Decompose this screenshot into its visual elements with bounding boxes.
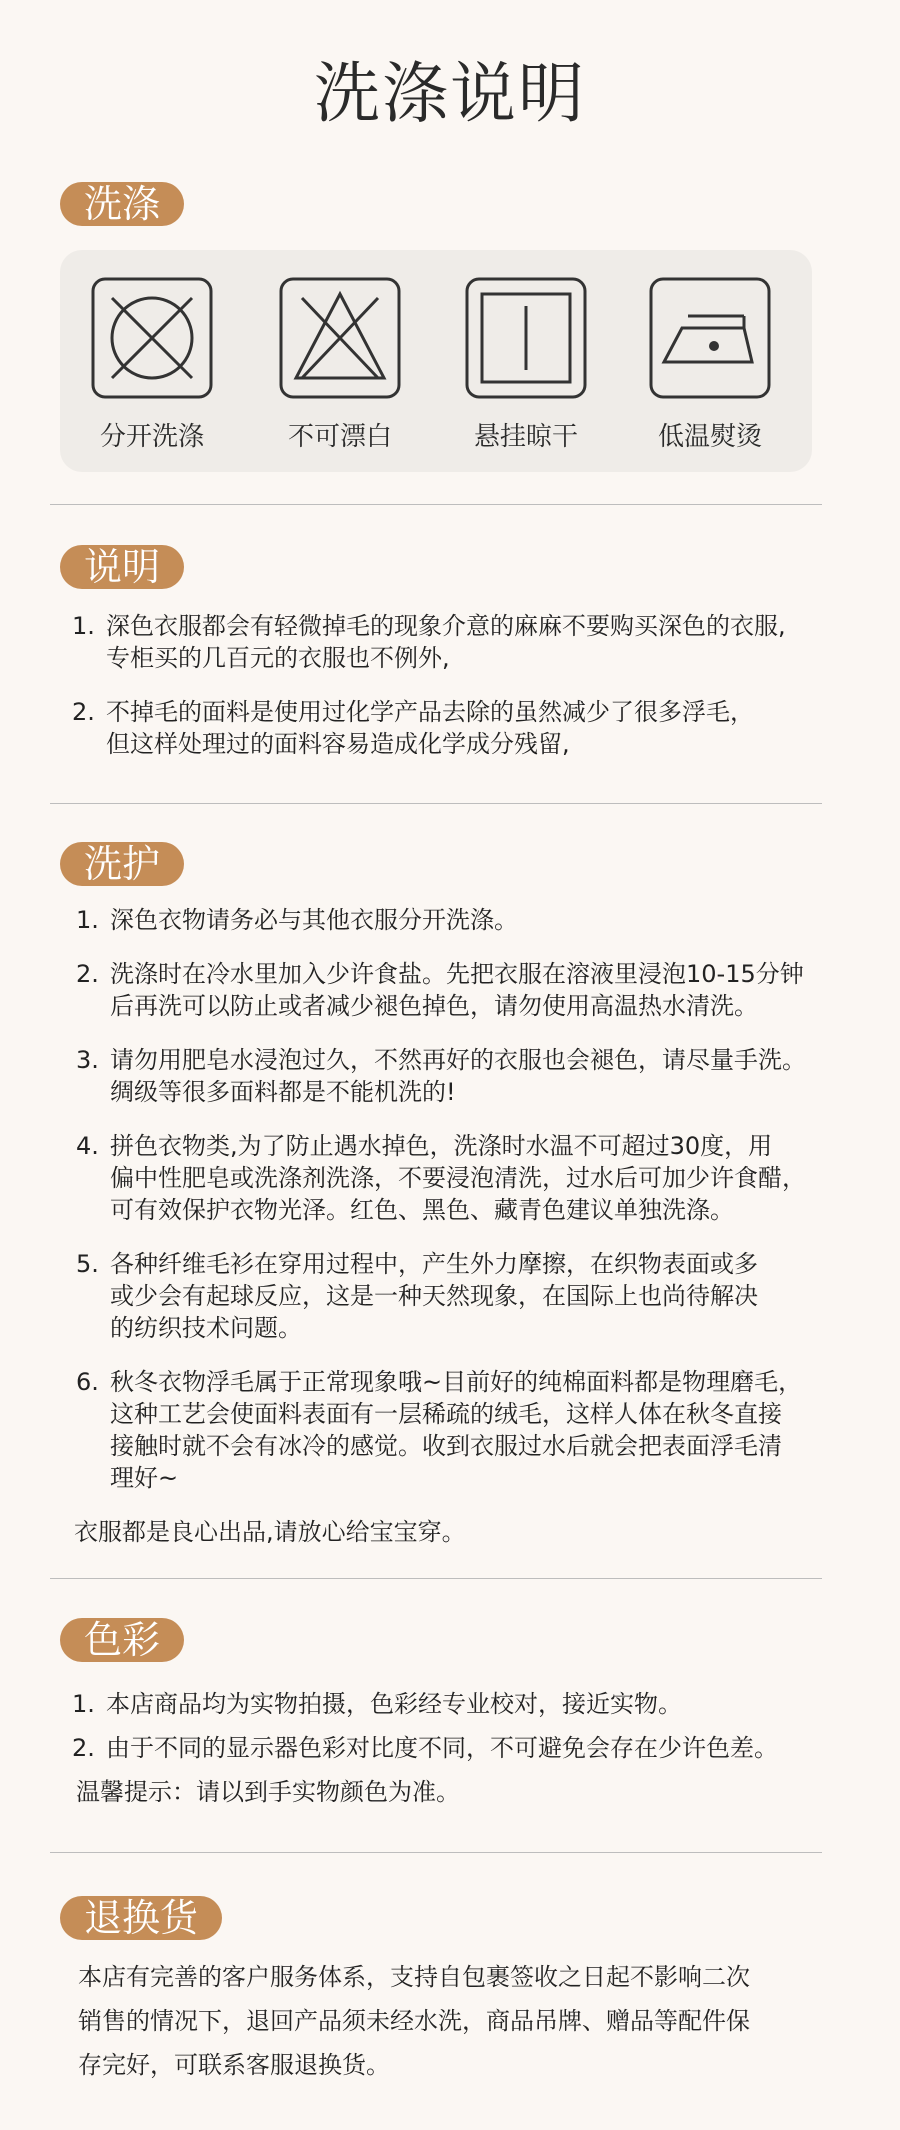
section-badge-care: 洗护: [60, 842, 184, 886]
item-text: 深色衣物请务必与其他衣服分开洗涤。: [110, 906, 518, 934]
color-list: [72, 1688, 852, 1808]
list-item: [72, 1732, 852, 1764]
item-text: 秋冬衣物浮毛属于正常现象哦~目前好的纯棉面料都是物理磨毛， 这种工艺会使面料表面有一层稀疏的绒毛，这样人体在秋冬直接 接触时就不会有冰冷的感觉。收到衣服过水后就会把表面浮毛清 理好~: [110, 1368, 803, 1492]
item-text: 深色衣服都会有轻微掉毛的现象介意的麻麻不要购买深色的衣服, 专柜买的几百元的衣服也不例外,: [106, 612, 786, 672]
item-number: 2.: [76, 960, 99, 988]
item-number: 6.: [76, 1368, 99, 1396]
wash-label-no-bleach: 不可漂白: [287, 422, 392, 452]
list-item: [72, 610, 852, 674]
wash-item-separately: [82, 276, 222, 453]
divider: [50, 803, 822, 804]
no-bleach-icon: [278, 276, 402, 400]
item-number: 1.: [72, 1690, 95, 1718]
divider: [50, 1578, 822, 1579]
returns-text: 本店有完善的客户服务体系，支持自包裹签收之日起不影响二次 销售的情况下，退回产品须未经水洗，商品吊牌、赠品等配件保 存完好，可联系客服退换货。: [78, 1963, 750, 2079]
explain-list: [72, 610, 852, 782]
wash-label-separately: 分开洗涤: [99, 422, 204, 452]
section-badge-washing: 洗涤: [60, 182, 184, 226]
wash-label-hang-dry: 悬挂晾干: [473, 422, 578, 452]
item-text: 请勿用肥皂水浸泡过久，不然再好的衣服也会褪色，请尽量手洗。 绸级等很多面料都是不能机洗的!: [110, 1046, 806, 1106]
care-list: [76, 904, 856, 1548]
item-number: 3.: [76, 1046, 99, 1074]
list-item: [76, 1366, 856, 1494]
item-number: 1.: [76, 906, 99, 934]
divider: [50, 1852, 822, 1853]
item-text: 本店商品均为实物拍摄，色彩经专业校对，接近实物。: [106, 1690, 682, 1718]
divider: [50, 504, 822, 505]
list-item: [76, 904, 856, 936]
item-text: 拼色衣物类,为了防止遇水掉色，洗涤时水温不可超过30度，用 偏中性肥皂或洗涤剂洗涤，不要浸泡清洗，过水后可加少许食醋， 可有效保护衣物光泽。红色、黑色、藏青色建议单独洗涤。: [110, 1132, 806, 1224]
wash-item-low-temp-iron: [640, 276, 780, 453]
list-item: [72, 1688, 852, 1720]
wash-label-low-temp-iron: 低温熨烫: [657, 422, 762, 452]
list-item: [76, 1130, 856, 1226]
list-item: [76, 1044, 856, 1108]
item-number: 2.: [72, 698, 95, 726]
item-text: 各种纤维毛衫在穿用过程中，产生外力摩擦，在织物表面或多 或少会有起球反应，这是一种天然现象，在国际上也尚待解决 的纺织技术问题。: [110, 1250, 758, 1342]
item-text: 由于不同的显示器色彩对比度不同，不可避免会存在少许色差。: [106, 1734, 778, 1762]
item-number: 5.: [76, 1250, 99, 1278]
list-item: [76, 1248, 856, 1344]
item-number: 4.: [76, 1132, 99, 1160]
low-temp-iron-icon: [648, 276, 772, 400]
wash-separately-icon: [90, 276, 214, 400]
item-text: 不掉毛的面料是使用过化学产品去除的虽然减少了很多浮毛， 但这样处理过的面料容易造成化学成分残留,: [106, 698, 754, 758]
section-badge-color: 色彩: [60, 1618, 184, 1662]
care-note: 衣服都是良心出品,请放心给宝宝穿。: [74, 1518, 466, 1546]
wash-icons-panel: [60, 250, 812, 472]
item-number: 2.: [72, 1734, 95, 1762]
item-number: 1.: [72, 612, 95, 640]
list-item: [72, 696, 852, 760]
wash-item-hang-dry: [456, 276, 596, 453]
page-title: 洗涤说明: [314, 55, 586, 132]
color-note: 温馨提示：请以到手实物颜色为准。: [76, 1778, 460, 1806]
list-item: [76, 958, 856, 1022]
wash-item-no-bleach: [270, 276, 410, 453]
section-badge-explain: 说明: [60, 545, 184, 589]
hang-dry-icon: [464, 276, 588, 400]
section-badge-returns: 退换货: [60, 1896, 222, 1940]
item-text: 洗涤时在冷水里加入少许食盐。先把衣服在溶液里浸泡10-15分钟 后再洗可以防止或者减少褪色掉色，请勿使用高温热水清洗。: [110, 960, 804, 1020]
